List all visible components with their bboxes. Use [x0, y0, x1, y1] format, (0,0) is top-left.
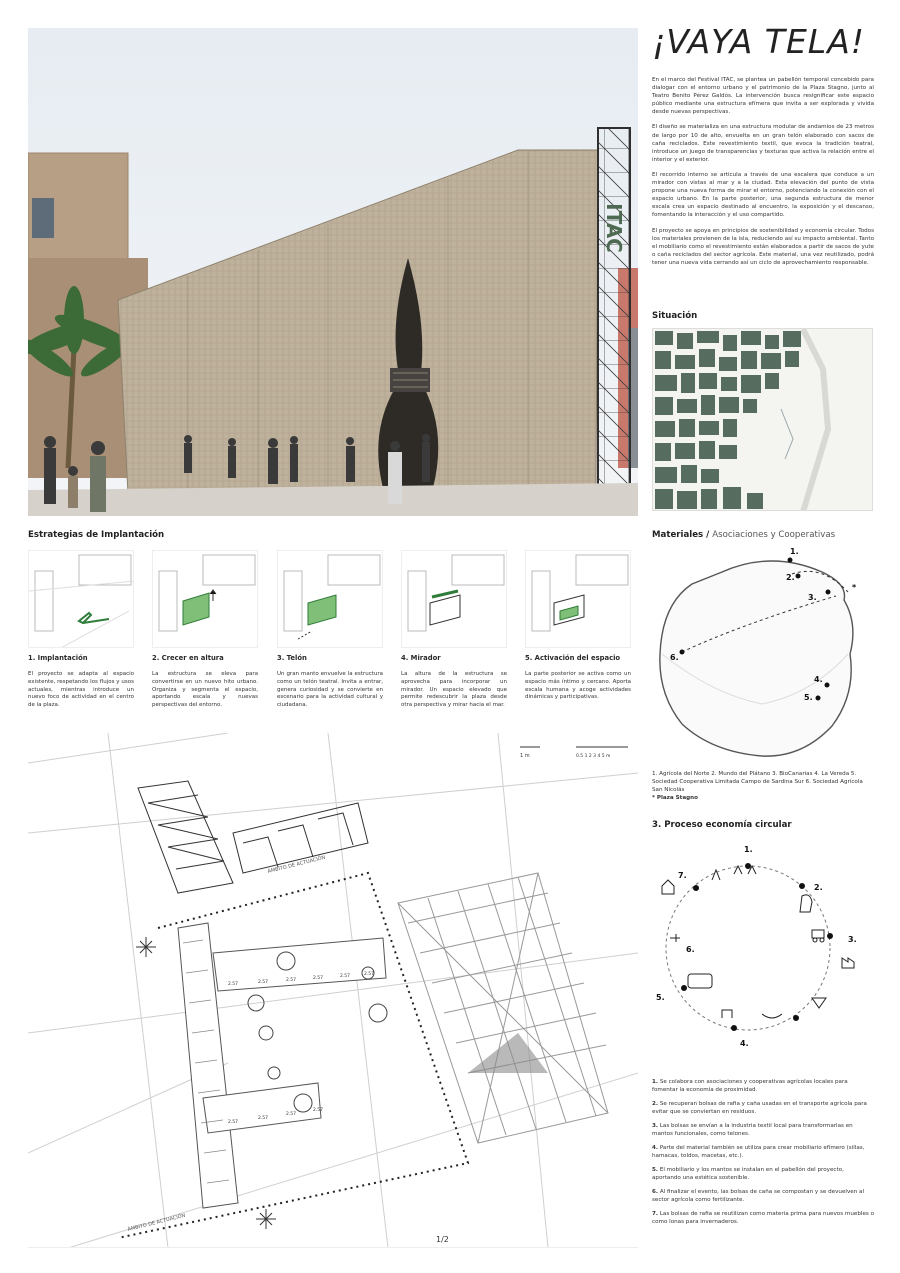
strategy-text: La parte posterior se activa como un espacio más íntimo y cercano. Aporta escala humana y acoge actividades dinámicas y participativas. — [525, 671, 631, 701]
materiales-legend — [652, 770, 874, 802]
intro-paragraph: El diseño se materializa en una estructura modular de andamios de 23 metros de largo por 10 de alto, envuelta en un gran telón elaborado con sacos de caña reciclados. Este revestimiento textil, que evoca la tradición teatral, introduce un juego de transparencias y texturas que activa la relación entre el interior y el exterior. — [652, 124, 874, 163]
strategy-diagram — [525, 550, 631, 648]
dimension-label: 2.57 — [364, 972, 375, 977]
proceso-step: 7. Las bolsas de rafia se reutilizan como materia prima para nuevos muebles o como lonas para invernaderos. — [652, 1211, 874, 1225]
strategy-card — [525, 550, 631, 702]
materiales-heading-light: Asociaciones y Cooperativas — [712, 530, 836, 540]
island-label: 2. — [786, 573, 795, 582]
cooperatives-list: 1. Agrícola del Norte 2. Mundo del Plátano 3. BioCanarias 4. La Vereda 5. Sociedad Cooperativa Limitada Campo de Sardina Sur 6. Sociedad Agrícola San Nicolás — [652, 771, 863, 793]
intro-paragraph: En el marco del Festival ITAC, se plantea un pabellón temporal concebido para dialogar con el entorno urbano y el patrimonio de la Plaza Stagno, junto al Teatro Benito Pérez Galdós. La intervención busca resignificar este espacio público mediante una estructura efímera que invita a ser explorada y vivida desde nuevas perspectivas. — [652, 77, 874, 116]
scale-label: 1 m — [520, 753, 530, 759]
circle-label: 3. — [848, 935, 857, 944]
strategy-card — [401, 550, 507, 710]
estrategias-heading: Estrategias de Implantación — [28, 530, 165, 540]
proceso-step: 6. Al finalizar el evento, las bolsas de caña se compostan y se devuelven al sector agrícola como fertilizante. — [652, 1189, 864, 1203]
island-label: 3. — [808, 593, 817, 602]
materiales-heading — [652, 530, 835, 540]
tower-sign: ITAC — [602, 203, 626, 253]
intro-text — [652, 76, 874, 274]
proceso-step: 1. Se colabora con asociaciones y cooperativas agrícolas locales para fomentar la economía de proximidad. — [652, 1079, 848, 1093]
dimension-label: 2.57 — [258, 980, 269, 985]
ambito-label: ÁMBITO DE ACTUACIÓN — [127, 1212, 187, 1233]
situacion-heading: Situación — [652, 311, 698, 321]
island-label: 1. — [790, 547, 799, 556]
circle-label: 5. — [656, 993, 665, 1002]
dimension-label: 2.57 — [228, 1120, 239, 1125]
strategy-card — [277, 550, 383, 710]
strategy-title: 3. Telón — [277, 654, 307, 662]
strategy-card — [28, 550, 134, 710]
plaza-note: * Plaza Stagno — [652, 795, 698, 801]
dimension-label: 2.57 — [313, 976, 324, 981]
dimension-label: 2.57 — [228, 982, 239, 987]
strategy-diagram — [401, 550, 507, 648]
circular-diagram — [652, 838, 874, 1066]
situation-map — [652, 328, 873, 511]
strategy-text: El proyecto se adapta al espacio existente, respetando los flujos y usos actuales, mientras introduce un nuevo foco de actividad en el centro de la plaza. — [28, 671, 134, 709]
dimension-label: 2.57 — [313, 1108, 324, 1113]
strategy-text: Un gran manto envuelve la estructura como un telón teatral. Invita a entrar, genera curiosidad y se convierte en escenario para la actividad cultural y ciudadana. — [277, 671, 383, 709]
island-label: 6. — [670, 653, 679, 662]
site-plan — [28, 733, 638, 1248]
materiales-heading-bold: Materiales / — [652, 530, 710, 540]
dimension-label: 2.57 — [286, 1112, 297, 1117]
proceso-step: 4. Parte del material también se utiliza para crear mobiliario efímero (sillas, hamacas, toldos, macetas, etc.). — [652, 1145, 865, 1159]
circle-label: 2. — [814, 883, 823, 892]
dimension-label: 2.57 — [286, 978, 297, 983]
intro-paragraph: El recorrido interno se articula a través de una escalera que conduce a un mirador con vistas al mar y a la ciudad. Esta elevación del punto de vista propone una nueva forma de mirar el entorno, potenciando la conexión con el espacio urbano. En la parte posterior, una segunda estructura de menor escala crea un espacio destinado al encuentro, la exposición y el descanso, fomentando la interacción y el uso compartido. — [652, 171, 874, 219]
scale-label: 0.5 1 2 3 4 5 m — [576, 754, 611, 759]
page-title: ¡VAYA TELA! — [652, 22, 865, 61]
strategy-title: 2. Crecer en altura — [152, 654, 224, 662]
island-map — [652, 544, 874, 766]
strategy-card — [152, 550, 258, 710]
dimension-label: 2.57 — [258, 1116, 269, 1121]
pavilion-render — [28, 28, 638, 516]
proceso-steps — [652, 1078, 874, 1232]
strategy-diagram — [152, 550, 258, 648]
page-number: 1/2 — [436, 1235, 449, 1244]
circle-label: 7. — [678, 871, 687, 880]
island-label: 4. — [814, 675, 823, 684]
proceso-step: 3. Las bolsas se envían a la industria textil local para transformarlas en mantos funcionales, como telones. — [652, 1123, 853, 1137]
circle-label: 4. — [740, 1039, 749, 1048]
island-label: * — [852, 583, 857, 592]
strategy-text: La altura de la estructura se aprovecha para incorporar un mirador. Un espacio elevado que permite redescubrir la plaza desde otra perspectiva y mirar hacia el mar. — [401, 671, 507, 709]
circle-label: 1. — [744, 845, 753, 854]
intro-paragraph: El proyecto se apoya en principios de sostenibilidad y economía circular. Todos los materiales provienen de la isla, reduciendo así su impacto ambiental. Tanto el mobiliario como el revestimiento están elaborados a partir de sacos de yute o caña reciclados del sector agrícola. Este material, una vez reutilizado, podrá tener una nueva vida cerrando así un ciclo de aprovechamiento responsable. — [652, 227, 874, 266]
proceso-heading: 3. Proceso economía circular — [652, 820, 792, 830]
strategy-diagram — [277, 550, 383, 648]
island-label: 5. — [804, 693, 813, 702]
strategy-title: 5. Activación del espacio — [525, 654, 621, 662]
strategy-text: La estructura se eleva para convertirse en un nuevo hito urbano. Organiza y segmenta el espacio, aportando escala y nuevas perspectivas del entorno. — [152, 671, 258, 709]
strategy-title: 1. Implantación — [28, 654, 88, 662]
strategy-diagram — [28, 550, 134, 648]
proceso-step: 2. Se recuperan bolsas de rafia y caña usadas en el transporte agrícola para evitar que se conviertan en residuos. — [652, 1101, 867, 1115]
circle-label: 6. — [686, 945, 695, 954]
dimension-label: 2.57 — [340, 974, 351, 979]
ambito-label: ÁMBITO DE ACTUACIÓN — [267, 854, 327, 875]
strategy-title: 4. Mirador — [401, 654, 441, 662]
proceso-step: 5. El mobiliario y los mantos se instalan en el pabellón del proyecto, aportando una estética sostenible. — [652, 1167, 844, 1181]
